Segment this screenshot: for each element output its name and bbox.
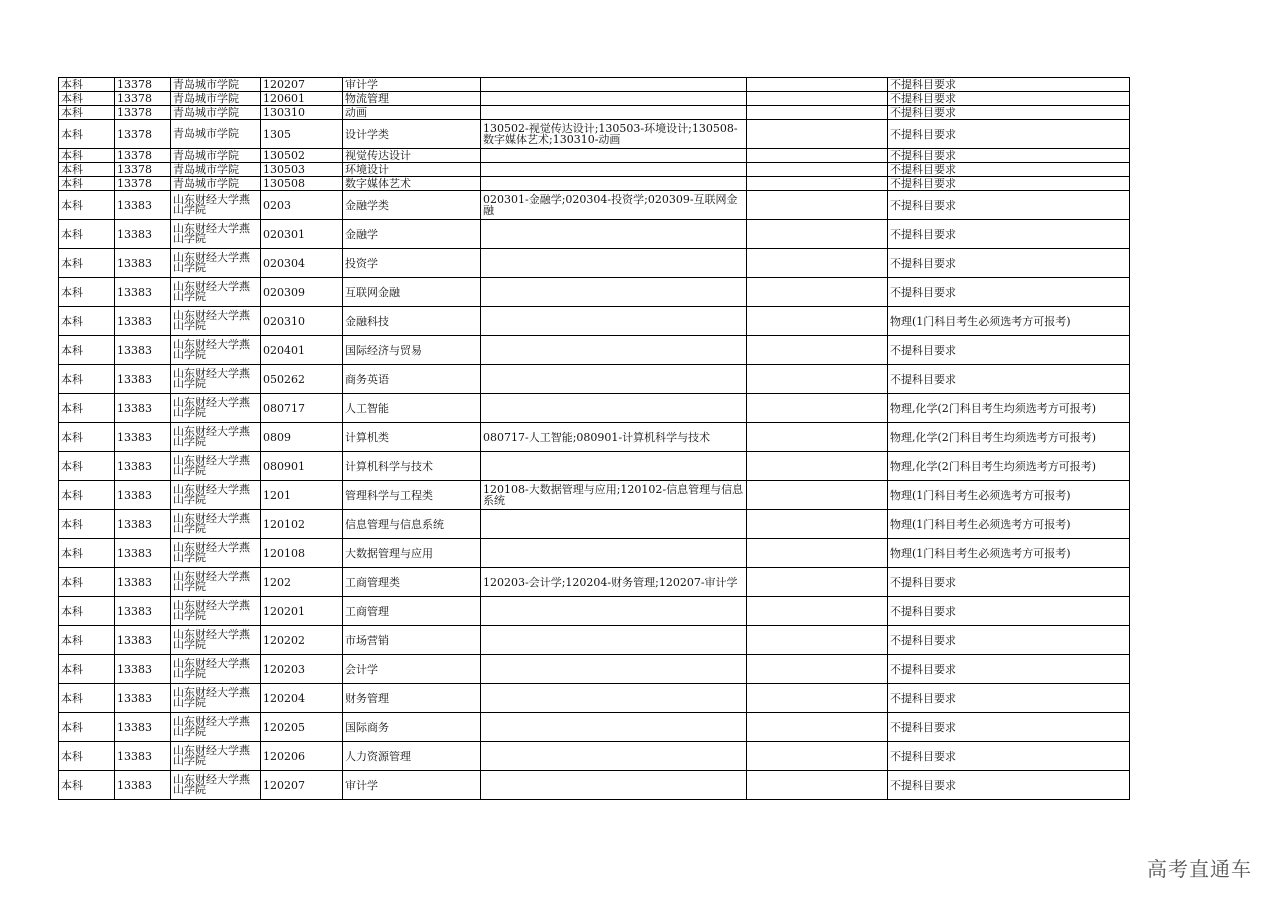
cell-included-majors: [481, 106, 747, 120]
cell-subject-requirement: 不提科目要求: [888, 336, 1130, 365]
cell-level: 本科: [59, 771, 115, 800]
cell-subject-requirement: 不提科目要求: [888, 220, 1130, 249]
cell-school-name: 山东财经大学燕山学院: [171, 307, 261, 336]
cell-level: 本科: [59, 394, 115, 423]
cell-school-code: 13383: [115, 249, 171, 278]
cell-subject-requirement: 不提科目要求: [888, 177, 1130, 191]
cell-school-code: 13383: [115, 684, 171, 713]
cell-major-name: 会计学: [343, 655, 481, 684]
cell-school-name: 山东财经大学燕山学院: [171, 481, 261, 510]
cell-school-name: 山东财经大学燕山学院: [171, 597, 261, 626]
cell-subject-requirement: 不提科目要求: [888, 365, 1130, 394]
cell-included-majors: 120203-会计学;120204-财务管理;120207-审计学: [481, 568, 747, 597]
cell-subject-requirement: 不提科目要求: [888, 163, 1130, 177]
table-row: [59, 120, 1130, 149]
cell-included-majors: [481, 220, 747, 249]
cell-subject-requirement: 物理(1门科目考生必须选考方可报考): [888, 510, 1130, 539]
cell-included-majors: [481, 365, 747, 394]
cell-notes: [747, 149, 888, 163]
cell-notes: [747, 771, 888, 800]
cell-subject-requirement: 不提科目要求: [888, 655, 1130, 684]
cell-notes: [747, 423, 888, 452]
cell-major-name: 人工智能: [343, 394, 481, 423]
cell-school-name: 山东财经大学燕山学院: [171, 336, 261, 365]
cell-notes: [747, 177, 888, 191]
cell-major-code: 130310: [261, 106, 343, 120]
table-row: [59, 106, 1130, 120]
cell-included-majors: [481, 539, 747, 568]
cell-level: 本科: [59, 106, 115, 120]
cell-major-name: 设计学类: [343, 120, 481, 149]
cell-included-majors: [481, 163, 747, 177]
cell-included-majors: 130502-视觉传达设计;130503-环境设计;130508-数字媒体艺术;130310-动画: [481, 120, 747, 149]
cell-level: 本科: [59, 481, 115, 510]
table-row: [59, 149, 1130, 163]
table-row: [59, 220, 1130, 249]
cell-school-code: 13383: [115, 365, 171, 394]
cell-notes: [747, 510, 888, 539]
cell-included-majors: [481, 742, 747, 771]
cell-subject-requirement: 不提科目要求: [888, 626, 1130, 655]
cell-level: 本科: [59, 655, 115, 684]
cell-school-code: 13378: [115, 177, 171, 191]
table-row: [59, 423, 1130, 452]
cell-major-code: 020301: [261, 220, 343, 249]
cell-level: 本科: [59, 713, 115, 742]
cell-major-code: 020309: [261, 278, 343, 307]
cell-major-name: 数字媒体艺术: [343, 177, 481, 191]
table-row: [59, 597, 1130, 626]
table-row: [59, 278, 1130, 307]
cell-major-code: 1202: [261, 568, 343, 597]
cell-school-name: 青岛城市学院: [171, 177, 261, 191]
cell-school-name: 青岛城市学院: [171, 120, 261, 149]
cell-school-code: 13378: [115, 106, 171, 120]
table-row: [59, 742, 1130, 771]
cell-level: 本科: [59, 365, 115, 394]
cell-notes: [747, 684, 888, 713]
cell-notes: [747, 92, 888, 106]
cell-school-code: 13383: [115, 771, 171, 800]
cell-major-name: 工商管理: [343, 597, 481, 626]
cell-included-majors: [481, 684, 747, 713]
cell-included-majors: [481, 452, 747, 481]
cell-school-name: 山东财经大学燕山学院: [171, 684, 261, 713]
table-row: [59, 92, 1130, 106]
cell-notes: [747, 481, 888, 510]
cell-level: 本科: [59, 78, 115, 92]
cell-school-name: 山东财经大学燕山学院: [171, 365, 261, 394]
cell-major-name: 动画: [343, 106, 481, 120]
cell-school-code: 13383: [115, 539, 171, 568]
cell-school-name: 山东财经大学燕山学院: [171, 191, 261, 220]
cell-subject-requirement: 不提科目要求: [888, 771, 1130, 800]
cell-school-name: 山东财经大学燕山学院: [171, 452, 261, 481]
cell-included-majors: [481, 92, 747, 106]
cell-school-code: 13383: [115, 713, 171, 742]
cell-major-code: 120206: [261, 742, 343, 771]
admission-requirements-table: [58, 77, 1130, 800]
cell-subject-requirement: 不提科目要求: [888, 106, 1130, 120]
cell-subject-requirement: 不提科目要求: [888, 278, 1130, 307]
cell-school-code: 13383: [115, 568, 171, 597]
table-row: [59, 177, 1130, 191]
cell-school-code: 13383: [115, 191, 171, 220]
cell-subject-requirement: 不提科目要求: [888, 684, 1130, 713]
cell-level: 本科: [59, 191, 115, 220]
cell-school-code: 13378: [115, 120, 171, 149]
cell-included-majors: 020301-金融学;020304-投资学;020309-互联网金融: [481, 191, 747, 220]
cell-school-code: 13383: [115, 655, 171, 684]
cell-included-majors: [481, 626, 747, 655]
cell-major-code: 130502: [261, 149, 343, 163]
cell-major-name: 工商管理类: [343, 568, 481, 597]
cell-major-code: 0809: [261, 423, 343, 452]
cell-major-code: 120204: [261, 684, 343, 713]
cell-subject-requirement: 物理(1门科目考生必须选考方可报考): [888, 481, 1130, 510]
cell-school-name: 山东财经大学燕山学院: [171, 423, 261, 452]
cell-major-code: 120202: [261, 626, 343, 655]
cell-school-name: 山东财经大学燕山学院: [171, 626, 261, 655]
cell-major-code: 020310: [261, 307, 343, 336]
table-row: [59, 163, 1130, 177]
cell-major-name: 国际经济与贸易: [343, 336, 481, 365]
table-row: [59, 365, 1130, 394]
cell-level: 本科: [59, 336, 115, 365]
cell-level: 本科: [59, 120, 115, 149]
table-row: [59, 78, 1130, 92]
cell-included-majors: [481, 510, 747, 539]
cell-school-name: 山东财经大学燕山学院: [171, 539, 261, 568]
cell-notes: [747, 163, 888, 177]
cell-major-code: 120108: [261, 539, 343, 568]
cell-level: 本科: [59, 626, 115, 655]
cell-major-name: 管理科学与工程类: [343, 481, 481, 510]
cell-level: 本科: [59, 684, 115, 713]
cell-notes: [747, 278, 888, 307]
cell-school-name: 山东财经大学燕山学院: [171, 394, 261, 423]
cell-school-name: 山东财经大学燕山学院: [171, 713, 261, 742]
cell-level: 本科: [59, 249, 115, 278]
table-body: [59, 78, 1130, 800]
cell-subject-requirement: 不提科目要求: [888, 92, 1130, 106]
cell-major-code: 1201: [261, 481, 343, 510]
cell-notes: [747, 568, 888, 597]
table-row: [59, 481, 1130, 510]
cell-subject-requirement: 不提科目要求: [888, 568, 1130, 597]
cell-school-name: 山东财经大学燕山学院: [171, 220, 261, 249]
cell-included-majors: [481, 149, 747, 163]
table-row: [59, 626, 1130, 655]
cell-school-code: 13383: [115, 394, 171, 423]
cell-school-code: 13383: [115, 423, 171, 452]
cell-school-name: 青岛城市学院: [171, 92, 261, 106]
cell-subject-requirement: 不提科目要求: [888, 120, 1130, 149]
cell-school-code: 13378: [115, 163, 171, 177]
cell-school-name: 山东财经大学燕山学院: [171, 568, 261, 597]
cell-level: 本科: [59, 163, 115, 177]
cell-major-name: 国际商务: [343, 713, 481, 742]
cell-school-code: 13383: [115, 452, 171, 481]
cell-level: 本科: [59, 92, 115, 106]
cell-school-code: 13383: [115, 742, 171, 771]
cell-major-code: 080717: [261, 394, 343, 423]
cell-major-name: 计算机科学与技术: [343, 452, 481, 481]
cell-school-name: 山东财经大学燕山学院: [171, 742, 261, 771]
cell-major-name: 审计学: [343, 771, 481, 800]
table-row: [59, 568, 1130, 597]
cell-level: 本科: [59, 423, 115, 452]
cell-school-code: 13378: [115, 92, 171, 106]
table-row: [59, 539, 1130, 568]
cell-notes: [747, 78, 888, 92]
cell-level: 本科: [59, 510, 115, 539]
cell-notes: [747, 336, 888, 365]
cell-level: 本科: [59, 539, 115, 568]
cell-major-name: 视觉传达设计: [343, 149, 481, 163]
cell-level: 本科: [59, 220, 115, 249]
cell-major-code: 130503: [261, 163, 343, 177]
cell-school-code: 13383: [115, 510, 171, 539]
cell-major-code: 120201: [261, 597, 343, 626]
cell-included-majors: [481, 177, 747, 191]
cell-school-name: 山东财经大学燕山学院: [171, 249, 261, 278]
cell-school-code: 13383: [115, 626, 171, 655]
cell-school-code: 13383: [115, 307, 171, 336]
cell-level: 本科: [59, 597, 115, 626]
cell-notes: [747, 106, 888, 120]
cell-subject-requirement: 不提科目要求: [888, 742, 1130, 771]
cell-school-code: 13383: [115, 481, 171, 510]
cell-notes: [747, 191, 888, 220]
cell-major-name: 财务管理: [343, 684, 481, 713]
cell-major-name: 商务英语: [343, 365, 481, 394]
cell-school-name: 山东财经大学燕山学院: [171, 278, 261, 307]
cell-included-majors: [481, 249, 747, 278]
cell-major-name: 互联网金融: [343, 278, 481, 307]
cell-school-name: 山东财经大学燕山学院: [171, 655, 261, 684]
cell-subject-requirement: 物理,化学(2门科目考生均须选考方可报考): [888, 394, 1130, 423]
cell-major-code: 120207: [261, 78, 343, 92]
cell-included-majors: [481, 655, 747, 684]
table-row: [59, 510, 1130, 539]
cell-major-name: 计算机类: [343, 423, 481, 452]
cell-level: 本科: [59, 177, 115, 191]
cell-major-name: 金融学类: [343, 191, 481, 220]
cell-major-name: 环境设计: [343, 163, 481, 177]
cell-subject-requirement: 物理(1门科目考生必须选考方可报考): [888, 539, 1130, 568]
cell-major-name: 审计学: [343, 78, 481, 92]
cell-subject-requirement: 物理(1门科目考生必须选考方可报考): [888, 307, 1130, 336]
cell-major-name: 人力资源管理: [343, 742, 481, 771]
cell-notes: [747, 655, 888, 684]
cell-major-code: 120601: [261, 92, 343, 106]
cell-notes: [747, 713, 888, 742]
cell-major-name: 大数据管理与应用: [343, 539, 481, 568]
cell-subject-requirement: 不提科目要求: [888, 249, 1130, 278]
cell-school-code: 13378: [115, 149, 171, 163]
cell-major-code: 020401: [261, 336, 343, 365]
table-row: [59, 336, 1130, 365]
cell-major-name: 信息管理与信息系统: [343, 510, 481, 539]
cell-school-name: 青岛城市学院: [171, 78, 261, 92]
cell-major-code: 120203: [261, 655, 343, 684]
cell-included-majors: 120108-大数据管理与应用;120102-信息管理与信息系统: [481, 481, 747, 510]
cell-notes: [747, 365, 888, 394]
cell-subject-requirement: 物理,化学(2门科目考生均须选考方可报考): [888, 452, 1130, 481]
cell-subject-requirement: 不提科目要求: [888, 149, 1130, 163]
cell-notes: [747, 626, 888, 655]
cell-notes: [747, 220, 888, 249]
cell-notes: [747, 597, 888, 626]
cell-notes: [747, 307, 888, 336]
cell-major-name: 金融科技: [343, 307, 481, 336]
cell-level: 本科: [59, 568, 115, 597]
cell-school-code: 13383: [115, 220, 171, 249]
table-row: [59, 249, 1130, 278]
cell-school-name: 青岛城市学院: [171, 106, 261, 120]
table-row: [59, 713, 1130, 742]
cell-major-code: 120205: [261, 713, 343, 742]
table-row: [59, 452, 1130, 481]
cell-level: 本科: [59, 278, 115, 307]
cell-major-code: 020304: [261, 249, 343, 278]
cell-subject-requirement: 不提科目要求: [888, 78, 1130, 92]
cell-subject-requirement: 物理,化学(2门科目考生均须选考方可报考): [888, 423, 1130, 452]
cell-notes: [747, 539, 888, 568]
cell-included-majors: [481, 336, 747, 365]
cell-major-code: 1305: [261, 120, 343, 149]
cell-major-code: 120102: [261, 510, 343, 539]
table-row: [59, 307, 1130, 336]
cell-school-name: 青岛城市学院: [171, 163, 261, 177]
cell-included-majors: [481, 394, 747, 423]
cell-notes: [747, 452, 888, 481]
cell-notes: [747, 120, 888, 149]
cell-included-majors: [481, 597, 747, 626]
cell-major-name: 市场营销: [343, 626, 481, 655]
cell-included-majors: [481, 78, 747, 92]
cell-major-name: 金融学: [343, 220, 481, 249]
cell-level: 本科: [59, 307, 115, 336]
cell-major-name: 物流管理: [343, 92, 481, 106]
watermark-text: 高考直通车: [1147, 857, 1252, 881]
table-row: [59, 655, 1130, 684]
cell-included-majors: [481, 307, 747, 336]
table-row: [59, 191, 1130, 220]
cell-school-name: 青岛城市学院: [171, 149, 261, 163]
cell-subject-requirement: 不提科目要求: [888, 191, 1130, 220]
cell-included-majors: 080717-人工智能;080901-计算机科学与技术: [481, 423, 747, 452]
cell-major-name: 投资学: [343, 249, 481, 278]
cell-major-code: 0203: [261, 191, 343, 220]
cell-notes: [747, 394, 888, 423]
cell-level: 本科: [59, 149, 115, 163]
cell-level: 本科: [59, 452, 115, 481]
cell-included-majors: [481, 278, 747, 307]
cell-subject-requirement: 不提科目要求: [888, 713, 1130, 742]
cell-school-code: 13383: [115, 336, 171, 365]
cell-notes: [747, 742, 888, 771]
cell-major-code: 080901: [261, 452, 343, 481]
cell-level: 本科: [59, 742, 115, 771]
cell-major-code: 050262: [261, 365, 343, 394]
cell-included-majors: [481, 713, 747, 742]
cell-school-code: 13383: [115, 597, 171, 626]
cell-major-code: 120207: [261, 771, 343, 800]
cell-school-name: 山东财经大学燕山学院: [171, 510, 261, 539]
table-row: [59, 684, 1130, 713]
cell-subject-requirement: 不提科目要求: [888, 597, 1130, 626]
cell-included-majors: [481, 771, 747, 800]
cell-school-code: 13378: [115, 78, 171, 92]
table-row: [59, 771, 1130, 800]
cell-major-code: 130508: [261, 177, 343, 191]
table-row: [59, 394, 1130, 423]
cell-notes: [747, 249, 888, 278]
cell-school-code: 13383: [115, 278, 171, 307]
cell-school-name: 山东财经大学燕山学院: [171, 771, 261, 800]
